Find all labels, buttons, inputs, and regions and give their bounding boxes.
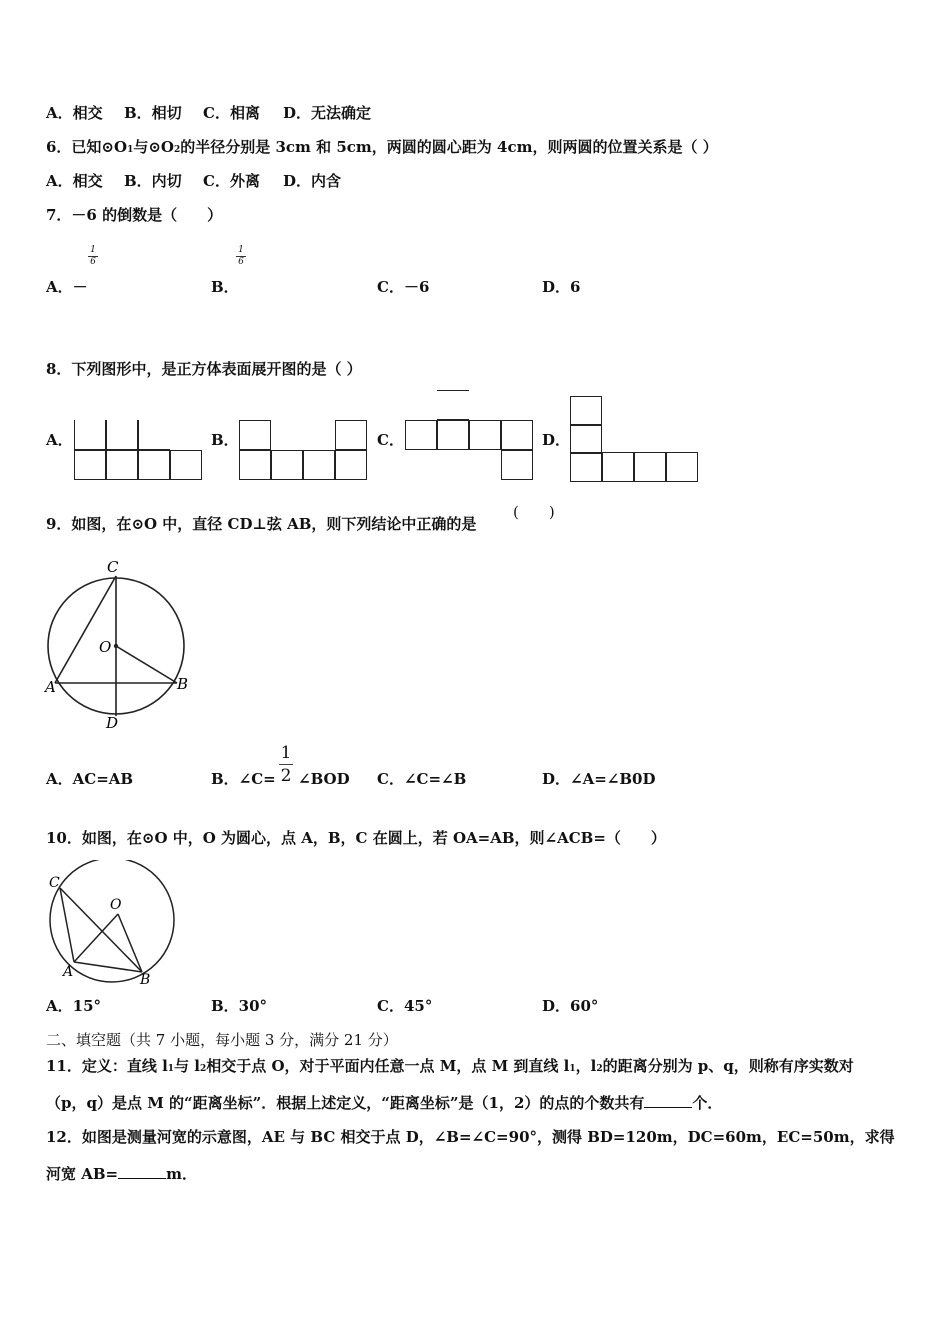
q9-label-d: D: [106, 714, 119, 732]
q7-option-c: C．－6: [377, 278, 430, 296]
q12-answer-blank[interactable]: [118, 1164, 166, 1179]
q11-line-2-end: 个．: [692, 1094, 723, 1112]
q8-label-a: A．: [46, 431, 73, 449]
q7-option-d: D．6: [542, 278, 581, 296]
q9-segment-ac: [55, 576, 116, 683]
q10-option-a: A．15°: [46, 997, 102, 1015]
q10-label-a: A: [63, 964, 74, 980]
q10-segment-ca: [60, 888, 74, 962]
q6-text-3: 的半径分别是 3cm 和 5cm，两圆的圆心距为 4cm，则两圆的位置关系是（ ）: [180, 138, 718, 156]
q9-option-a: A．AC=AB: [46, 770, 134, 788]
q9-label-a: A: [45, 678, 56, 696]
q6-sub-1: 1: [127, 145, 134, 155]
q5-option-d: D．无法确定: [283, 104, 372, 122]
q11-sub-2: 2: [199, 1064, 207, 1074]
q9-label-b: B: [177, 675, 189, 693]
q10-label-c: C: [49, 875, 60, 891]
q10-segment-ob: [118, 914, 142, 972]
q9-option-b-prefix: B．∠C=: [211, 770, 276, 788]
q8-label-b: B．: [211, 431, 239, 449]
q12-line-2: [46, 1164, 197, 1184]
q9-option-d: D．∠A=∠B0D: [542, 770, 656, 788]
q8-stem: 8．下列图形中，是正方体表面展开图的是（ ）: [46, 360, 362, 378]
q7-frac-a-den: 6: [90, 257, 96, 267]
q9-label-c: C: [107, 558, 119, 576]
q11-line-1: [46, 1056, 854, 1079]
q10-option-c: C．45°: [377, 997, 433, 1015]
q6-option-a: A．相交: [46, 172, 103, 190]
q11-part-4: ，l: [575, 1057, 597, 1075]
q11-line-2: [46, 1093, 722, 1113]
q9-option-b-suffix: ∠BOD: [298, 770, 350, 788]
q9-option-b-num: 1: [280, 743, 292, 763]
q12-line-2-end: m．: [166, 1165, 197, 1183]
q8-label-d: D．: [542, 431, 571, 449]
q7-option-b: B．: [211, 278, 239, 296]
q10-segment-oa: [74, 914, 118, 962]
q11-sub-1: 1: [167, 1064, 175, 1074]
section-2-title: 二、填空题（共 7 小题，每小题 3 分，满分 21 分）: [46, 1031, 398, 1049]
q7-option-b-fraction: [236, 246, 246, 267]
q9-option-b-den: 2: [280, 766, 292, 786]
q10-label-b: B: [140, 972, 151, 988]
q12-line-2-text: 河宽 AB=: [46, 1165, 119, 1183]
q9-option-b-fraction: [279, 744, 293, 785]
q7-frac-b-num: 1: [238, 245, 244, 255]
q8-label-c: C．: [377, 431, 404, 449]
q6-option-c: C．外离: [203, 172, 260, 190]
q9-center-dot: [114, 644, 118, 648]
q6-option-d: D．内含: [283, 172, 342, 190]
q10-option-b: B．30°: [211, 997, 268, 1015]
q10-figure: [44, 860, 180, 988]
q11-part-5: 的距离分别为 p、q，则称有序实数对: [602, 1057, 854, 1075]
q9-paren: ( ): [513, 503, 555, 521]
q5-option-b: B．相切: [124, 104, 182, 122]
q11-sub-3: 1: [569, 1064, 576, 1074]
q6-text-2: 与⊙O: [133, 138, 174, 156]
q9-stem: 9．如图，在⊙O 中，直径 CD⊥弦 AB，则下列结论中正确的是: [46, 515, 477, 533]
q11-line-2-text: （p，q）是点 M 的“距离坐标”．根据上述定义，“距离坐标”是（1，2）的点的个数共有: [46, 1094, 645, 1112]
q5-option-c: C．相离: [203, 104, 260, 122]
q11-part-1: 11．定义：直线 l: [46, 1057, 168, 1075]
q10-segment-ab: [74, 962, 142, 972]
q10-stem: 10．如图，在⊙O 中，O 为圆心，点 A，B，C 在圆上，若 OA=AB，则∠ACB=（ ）: [46, 829, 666, 847]
q7-option-a-fraction: [88, 246, 98, 267]
q12-line-1: 12．如图是测量河宽的示意图，AE 与 BC 相交于点 D，∠B=∠C=90°，测得 BD=120m，DC=60m，EC=50m，求得: [46, 1128, 895, 1146]
q10-option-d: D．60°: [542, 997, 599, 1015]
q11-part-3: 相交于点 O，对于平面内任意一点 M，点 M 到直线 l: [206, 1057, 570, 1075]
q9-label-o: O: [99, 638, 112, 656]
q7-stem: 7．－6 的倒数是（ ）: [46, 206, 223, 224]
q5-option-a: A．相交: [46, 104, 103, 122]
q10-label-o: O: [110, 897, 122, 913]
q9-segment-ob: [116, 646, 177, 683]
q7-frac-a-num: 1: [90, 245, 96, 255]
q11-part-2: 与 l: [174, 1057, 200, 1075]
q11-sub-4: 2: [596, 1064, 603, 1074]
q6-stem: [46, 137, 718, 160]
q6-sub-2: 2: [173, 145, 181, 155]
q9-figure: [38, 556, 198, 736]
q7-option-a: A．－: [46, 278, 88, 296]
q11-answer-blank[interactable]: [644, 1093, 692, 1108]
q10-segment-cb: [60, 888, 142, 972]
q6-text-1: 6．已知⊙O: [46, 138, 128, 156]
q7-frac-b-den: 6: [238, 257, 244, 267]
q6-option-b: B．内切: [124, 172, 182, 190]
q9-option-c: C．∠C=∠B: [377, 770, 467, 788]
